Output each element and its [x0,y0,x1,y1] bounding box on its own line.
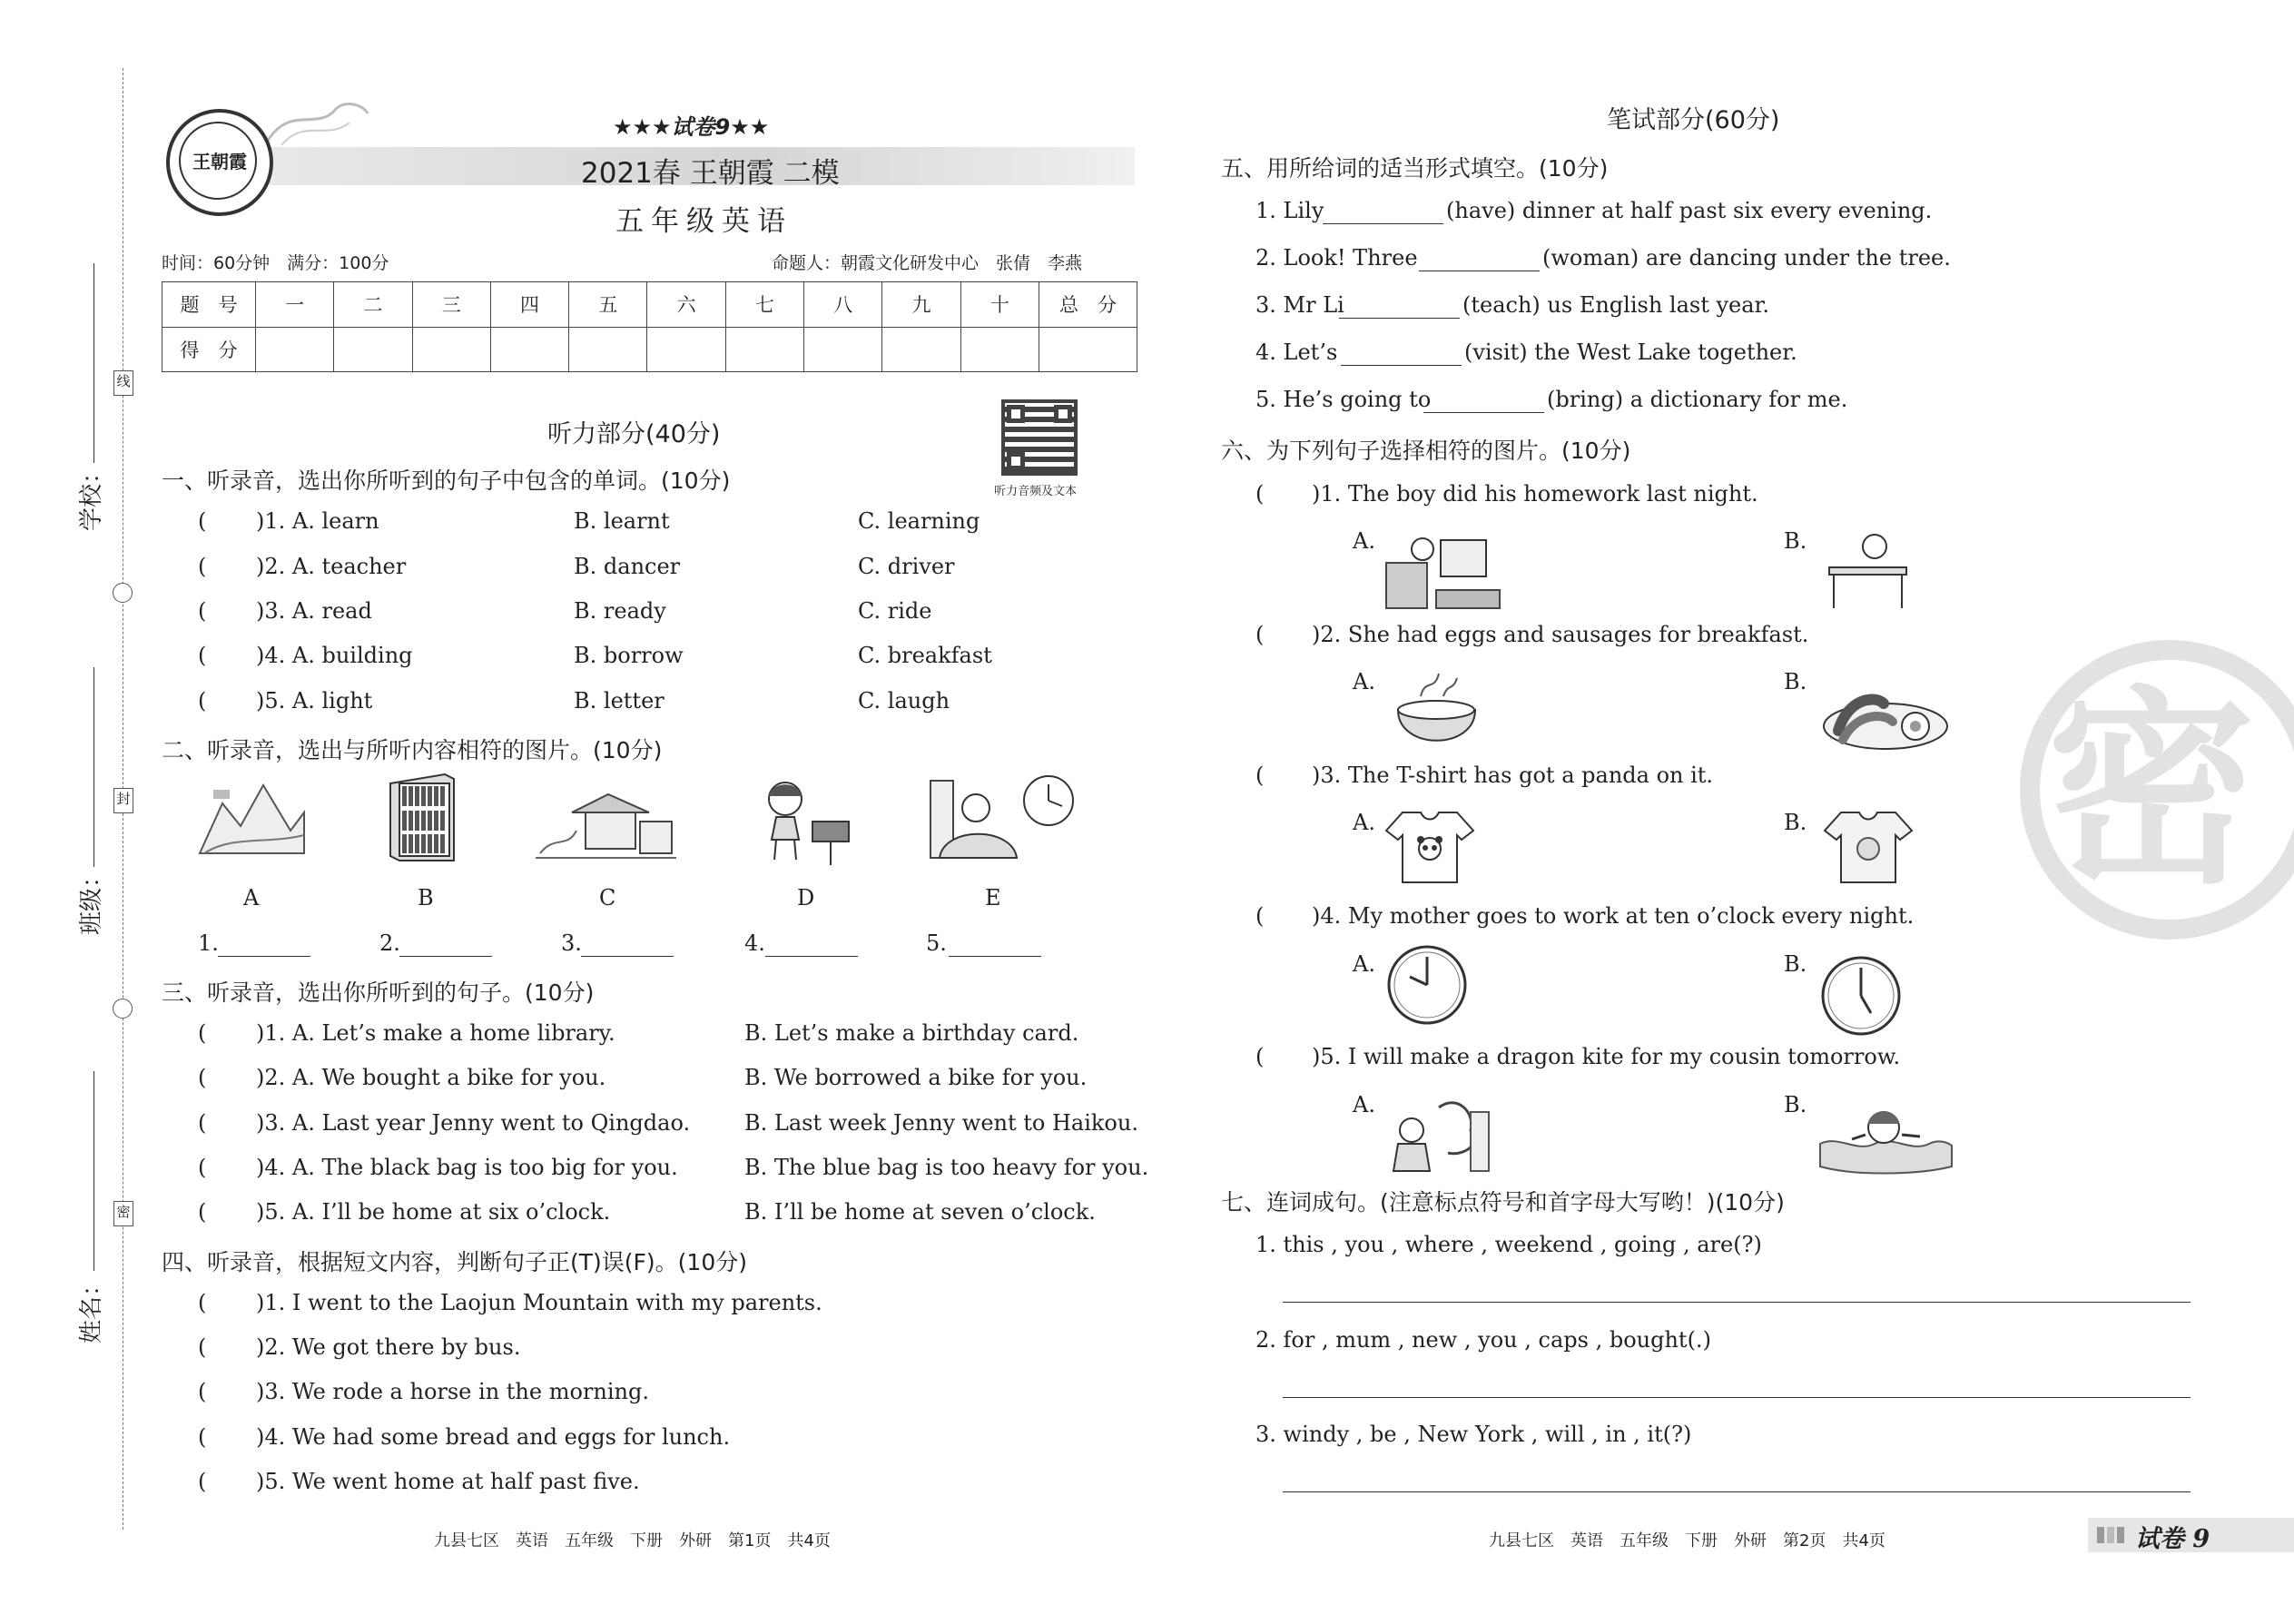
option-a: )3. A. read [256,598,372,624]
blank-label: 2. [379,930,400,956]
score-cell: 十 [960,282,1039,328]
option-b-label: B. [1784,669,1807,694]
boy-computer-picture [1382,527,1504,613]
answer-paren: ( [1255,481,1265,507]
option-b: B. ready [574,598,666,624]
option-b-label: B. [1784,951,1807,977]
statement: )4. We had some bread and eggs for lunch. [256,1424,731,1450]
scramble-item: 2. for , mum , new , you , caps , bought(.) [1255,1327,1711,1353]
answer-paren: ( [1255,622,1265,647]
option-a-label: A. [1353,1092,1375,1117]
statement: )3. We rode a horse in the morning. [256,1379,649,1404]
blank-label: 5. [926,930,947,956]
answer-paren: ( [198,508,207,534]
option-a: )2. A. teacher [256,554,407,579]
time-info: 时间：60分钟 满分：100分 [162,253,389,273]
scissor-icon [113,999,133,1019]
score-input-cell[interactable] [334,327,412,372]
option-a: )1. A. Let’s make a home library. [256,1020,615,1046]
option-a: )5. A. I’ll be home at six o’clock. [256,1199,611,1225]
stars-label: ★★★试卷9★★ [613,114,770,140]
school-label: 学校： [78,459,105,531]
option-b-label: B. [1784,810,1807,835]
clock-ten-picture [1386,944,1468,1026]
score-cell: 九 [882,282,960,328]
sentence-end: (have) dinner at half past six every evening. [1446,198,1933,223]
section1-heading: 一、听录音，选出你所听到的句子中包含的单词。(10分) [162,468,731,494]
score-input-cell[interactable] [882,327,960,372]
statement: )2. She had eggs and sausages for breakfast. [1312,622,1809,647]
answer-paren: ( [198,1020,207,1046]
option-a: )1. A. learn [256,508,379,534]
fill-blank[interactable] [1339,318,1460,319]
score-input-cell[interactable] [725,327,803,372]
option-b: B. I’ll be home at seven o’clock. [744,1199,1096,1225]
answer-paren: ( [198,1155,207,1180]
writing-title: 笔试部分(60分) [1607,106,1780,134]
footer-right: 九县七区 英语 五年级 下册 外研 第2页 共4页 [1489,1531,1885,1550]
option-b: B. Let’s make a birthday card. [744,1020,1079,1046]
score-cell: 二 [334,282,412,328]
sentence-end: (bring) a dictionary for me. [1547,387,1848,412]
answer-paren: ( [198,643,207,668]
score-cell: 四 [490,282,568,328]
option-c: C. laugh [858,688,950,714]
score-input-cell[interactable] [1039,327,1137,372]
sentence-start: 2. Look! Three [1255,245,1418,271]
option-b: B. letter [574,688,665,714]
answer-paren: ( [198,1379,207,1404]
answer-blank[interactable] [399,956,492,957]
score-cell: 六 [647,282,725,328]
panda-tshirt-picture [1384,808,1475,885]
qr-finder [1007,405,1025,423]
answer-blank[interactable] [218,956,310,957]
bookshelf-picture [381,770,463,865]
answer-blank[interactable] [581,956,674,957]
sausage-egg-plate-picture [1820,676,1952,753]
answer-paren: ( [1255,763,1265,788]
logo-badge [166,109,273,216]
answer-paren: ( [198,1424,207,1450]
option-c: C. learning [858,508,980,534]
sentence-end: (teach) us English last year. [1462,292,1770,318]
answer-line[interactable] [1283,1302,2191,1303]
statement: )5. I will make a dragon kite for my cousin tomorrow. [1312,1044,1901,1069]
option-a: )3. A. Last year Jenny went to Qingdao. [256,1110,691,1136]
boy-swimming-picture [1816,1098,1956,1176]
section3-heading: 三、听录音，选出你所听到的句子。(10分) [162,979,595,1006]
score-cell: 三 [412,282,490,328]
score-cell: 五 [569,282,647,328]
score-table-score-row [162,327,1137,372]
option-c: C. breakfast [858,643,992,668]
scissor-icon [113,583,133,603]
picture-letter-d: D [797,885,815,910]
kite-making-picture [1384,1089,1493,1176]
score-input-cell[interactable] [490,327,568,372]
statement: )1. I went to the Laojun Mountain with my parents. [256,1290,822,1315]
section6-heading: 六、为下列句子选择相符的图片。(10分) [1221,438,1631,464]
answer-paren: ( [198,1199,207,1225]
statement: )4. My mother goes to work at ten o’clock every night. [1312,903,1915,929]
option-a-label: A. [1353,528,1375,554]
section4-heading: 四、听录音，根据短文内容，判断句子正(T)误(F)。(10分) [162,1249,747,1275]
option-b: B. We borrowed a bike for you. [744,1065,1088,1090]
option-c: C. driver [858,554,955,579]
class-label: 班级： [78,863,105,935]
score-cell: 题 号 [162,282,256,328]
scramble-item: 3. windy , be , New York , will , in , it(?) [1255,1422,1692,1447]
score-input-cell[interactable] [960,327,1039,372]
score-cell: 一 [256,282,334,328]
section2-heading: 二、听录音，选出与所听内容相符的图片。(10分) [162,737,663,763]
answer-paren: ( [1255,903,1265,929]
score-cell: 七 [725,282,803,328]
listening-title: 听力部分(40分) [547,420,721,448]
mark-seal-box: 封 [113,788,133,813]
answer-paren: ( [198,1290,207,1315]
answer-paren: ( [198,598,207,624]
sentence-end: (visit) the West Lake together. [1464,340,1797,365]
score-input-cell[interactable] [804,327,882,372]
option-b: B. learnt [574,508,670,534]
fill-blank[interactable] [1323,223,1443,224]
mountain-picture [195,772,309,862]
fill-blank[interactable] [1341,365,1462,366]
confidential-watermark [2020,640,2294,940]
section7-heading: 七、连词成句。(注意标点符号和首字母大写哟！)(10分) [1221,1189,1785,1216]
option-b: B. dancer [574,554,681,579]
badge-dots-icon [2097,1527,2124,1543]
clock-five-picture [1820,955,1902,1037]
score-table [162,281,1137,372]
answer-line[interactable] [1283,1491,2191,1492]
ribbon-decoration-icon [263,95,372,150]
footer-left: 九县七区 英语 五年级 下册 外研 第1页 共4页 [434,1531,831,1550]
girl-laughing-picture [749,776,858,867]
option-a-label: A. [1353,810,1375,835]
option-a-label: A. [1353,951,1375,977]
footer-badge: 试卷 9 [2135,1525,2210,1553]
score-input-cell[interactable] [256,327,334,372]
answer-paren: ( [198,688,207,714]
qr-caption: 听力音频及文本 [994,485,1078,498]
exam-title: 2021春 王朝霞 二模 [581,157,840,190]
statement: )1. The boy did his homework last night. [1312,481,1758,507]
blank-label: 4. [744,930,765,956]
option-c: C. ride [858,598,932,624]
option-a-label: A. [1353,669,1375,694]
name-label: 姓名： [78,1272,105,1343]
picture-letter-e: E [985,885,1001,910]
watermark-glyph: 密 [2047,670,2257,912]
answer-paren: ( [198,1065,207,1090]
option-a: )5. A. light [256,688,373,714]
sentence-start: 4. Let’s [1255,340,1338,365]
answer-paren: ( [1255,1044,1265,1069]
picture-letter-c: C [599,885,616,910]
exam-subtitle: 五年级英语 [615,205,793,238]
score-cell: 八 [804,282,882,328]
sentence-end: (woman) are dancing under the tree. [1542,245,1951,271]
qr-finder [1054,405,1072,423]
score-cell: 总 分 [1039,282,1137,328]
pattern-tshirt-picture [1823,808,1914,885]
score-input-cell[interactable] [647,327,725,372]
answer-paren: ( [198,1334,207,1360]
statement: )2. We got there by bus. [256,1334,521,1360]
answer-paren: ( [198,1110,207,1136]
qr-finder [1007,452,1025,470]
logo-text: 王朝霞 [192,151,247,172]
option-b: B. The blue bag is too heavy for you. [744,1155,1149,1180]
option-b: B. Last week Jenny went to Haikou. [744,1110,1138,1136]
answer-blank[interactable] [949,956,1041,957]
blank-label: 3. [561,930,582,956]
score-input-cell[interactable] [569,327,647,372]
score-input-cell[interactable] [412,327,490,372]
girl-bed-clock-picture [926,772,1076,867]
option-a: )2. A. We bought a bike for you. [256,1065,606,1090]
answer-paren: ( [198,1469,207,1494]
answer-paren: ( [198,554,207,579]
section5-heading: 五、用所给词的适当形式填空。(10分) [1221,155,1609,182]
noodle-bowl-picture [1393,669,1480,751]
option-b-label: B. [1784,528,1807,554]
author-info: 命题人：朝霞文化研发中心 张倩 李燕 [772,253,1083,273]
option-b: B. borrow [574,643,684,668]
statement: )5. We went home at half past five. [256,1469,640,1494]
boy-desk-picture [1820,527,1911,613]
option-a: )4. A. building [256,643,413,668]
answer-blank[interactable] [765,956,858,957]
answer-line[interactable] [1283,1397,2191,1398]
statement: )3. The T-shirt has got a panda on it. [1312,763,1714,788]
fill-blank[interactable] [1423,412,1544,413]
picture-letter-a: A [243,885,260,910]
option-b-label: B. [1784,1092,1807,1117]
sentence-start: 5. He’s going to [1255,387,1432,412]
sentence-start: 3. Mr Li [1255,292,1344,318]
blank-label: 1. [198,930,219,956]
mark-dense-box: 密 [113,1201,133,1226]
score-table-header-row [162,282,1137,328]
temple-picture [536,781,676,862]
picture-letter-b: B [418,885,434,910]
sentence-start: 1. Lily [1255,198,1324,223]
scramble-item: 1. this , you , where , weekend , going , are(?) [1255,1232,1762,1257]
score-cell: 得 分 [162,327,256,372]
mark-line-box: 线 [113,370,133,396]
binding-margin [0,0,145,1624]
option-a: )4. A. The black bag is too big for you. [256,1155,678,1180]
qr-code[interactable] [1001,399,1078,476]
